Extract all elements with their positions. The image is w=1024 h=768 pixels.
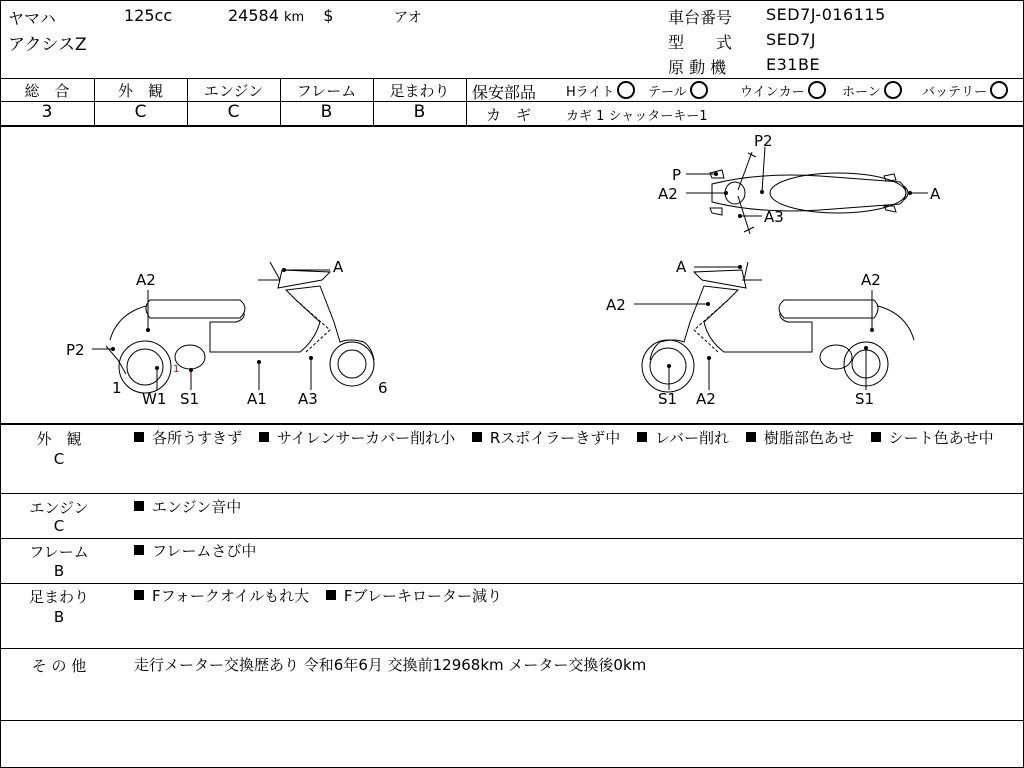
grade-header-suspension: 足まわり — [389, 82, 450, 100]
key-value: カギ 1 シャッターキー1 — [566, 109, 708, 124]
grade-header-total: 総 合 — [24, 82, 70, 100]
note-label-frame: フレーム — [29, 543, 89, 561]
label-right-a: A — [676, 258, 687, 276]
safety-item-tail: テール — [648, 81, 708, 100]
label-left-1: 1 — [112, 379, 122, 397]
marker-number-1: 1 — [173, 364, 180, 375]
divider — [0, 583, 1024, 584]
note-grade-exterior: C — [53, 450, 65, 468]
type-label: 型 式 — [668, 33, 733, 52]
safety-item-headlight: Hライト — [566, 81, 635, 100]
safety-item-battery: バッテリー — [922, 81, 1008, 100]
label-left-a3: A3 — [298, 390, 318, 408]
note-items-engine: エンジン音中 — [134, 496, 1014, 518]
bullet-square-icon — [134, 590, 144, 600]
mileage: 24584 km $ — [228, 6, 334, 25]
bullet-square-icon — [134, 501, 144, 511]
engine-value: E31BE — [766, 55, 821, 74]
key-label: カ ギ — [486, 106, 532, 124]
type-value: SED7J — [766, 30, 816, 49]
model-name: アクシスZ — [8, 35, 87, 55]
grade-header-engine: エンジン — [203, 82, 264, 100]
safety-label: 保安部品 — [472, 83, 537, 102]
label-right-s1-front: S1 — [658, 390, 678, 408]
grade-exterior: C — [134, 102, 147, 122]
grade-header-exterior: 外 観 — [117, 82, 163, 100]
engine-label: 原 動 機 — [668, 58, 727, 77]
divider — [466, 78, 467, 126]
bullet-square-icon — [326, 590, 336, 600]
label-left-a1: A1 — [247, 390, 267, 408]
note-label-engine: エンジン — [29, 499, 89, 517]
label-left-s1: S1 — [180, 390, 200, 408]
note-grade-frame: B — [53, 562, 65, 580]
divider — [0, 648, 1024, 649]
note-items-suspension: Fフォークオイルもれ大 Fブレーキローター減り — [134, 585, 1014, 607]
maker: ヤマハ — [8, 9, 56, 28]
divider — [0, 493, 1024, 494]
frame-no-label: 車台番号 — [668, 8, 733, 27]
bullet-square-icon — [637, 432, 647, 442]
bullet-square-icon — [134, 545, 144, 555]
bullet-square-icon — [472, 432, 482, 442]
grade-suspension: B — [413, 102, 426, 122]
grade-total: 3 — [41, 102, 53, 122]
grade-frame: B — [320, 102, 333, 122]
ok-circle-icon — [884, 81, 902, 99]
divider — [467, 101, 1024, 102]
color: アオ — [394, 10, 422, 26]
note-label-other: そ の 他 — [31, 657, 87, 675]
note-text-other: 走行メーター交換歴あり 令和6年6月 交換前12968km メーター交換後0km — [134, 656, 647, 674]
displacement: 125cc — [124, 6, 173, 25]
divider — [0, 720, 1024, 721]
frame-no: SED7J-016115 — [766, 5, 886, 24]
note-label-exterior: 外 観 — [36, 430, 82, 448]
divider — [0, 538, 1024, 539]
ok-circle-icon — [690, 81, 708, 99]
label-top-a2: A2 — [658, 185, 678, 203]
label-left-a2: A2 — [136, 271, 156, 289]
label-right-s1-rear: S1 — [855, 390, 875, 408]
note-items-exterior: 各所うすきず サイレンサーカバー削れ小 Rスポイラーきず中 レバー削れ 樹脂部色あせ シート色あせ中 — [134, 427, 1014, 449]
bullet-square-icon — [871, 432, 881, 442]
divider — [0, 423, 1024, 425]
top-view-scooter — [710, 152, 908, 234]
note-grade-suspension: B — [53, 608, 65, 626]
note-label-suspension: 足まわり — [28, 588, 89, 606]
label-right-a2-bottom: A2 — [696, 390, 716, 408]
bullet-square-icon — [134, 432, 144, 442]
safety-item-horn: ホーン — [842, 81, 902, 100]
note-items-frame: フレームさび中 — [134, 540, 1014, 562]
bullet-square-icon — [259, 432, 269, 442]
safety-item-winker: ウインカー — [740, 81, 826, 100]
bullet-square-icon — [746, 432, 756, 442]
divider — [0, 78, 1024, 79]
label-left-w1: W1 — [142, 390, 167, 408]
label-top-p: P — [672, 166, 682, 184]
label-top-p2: P2 — [754, 132, 773, 150]
grade-header-frame: フレーム — [296, 82, 357, 100]
label-left-a: A — [333, 258, 344, 276]
ok-circle-icon — [617, 81, 635, 99]
ok-circle-icon — [990, 81, 1008, 99]
label-left-6: 6 — [378, 379, 388, 397]
grade-engine: C — [227, 102, 240, 122]
ok-circle-icon — [808, 81, 826, 99]
note-grade-engine: C — [53, 517, 65, 535]
label-right-a2-front: A2 — [606, 296, 626, 314]
label-left-p2: P2 — [66, 341, 85, 359]
label-top-a3: A3 — [764, 208, 784, 226]
label-top-a: A — [930, 185, 941, 203]
label-right-a2-rear: A2 — [861, 271, 881, 289]
